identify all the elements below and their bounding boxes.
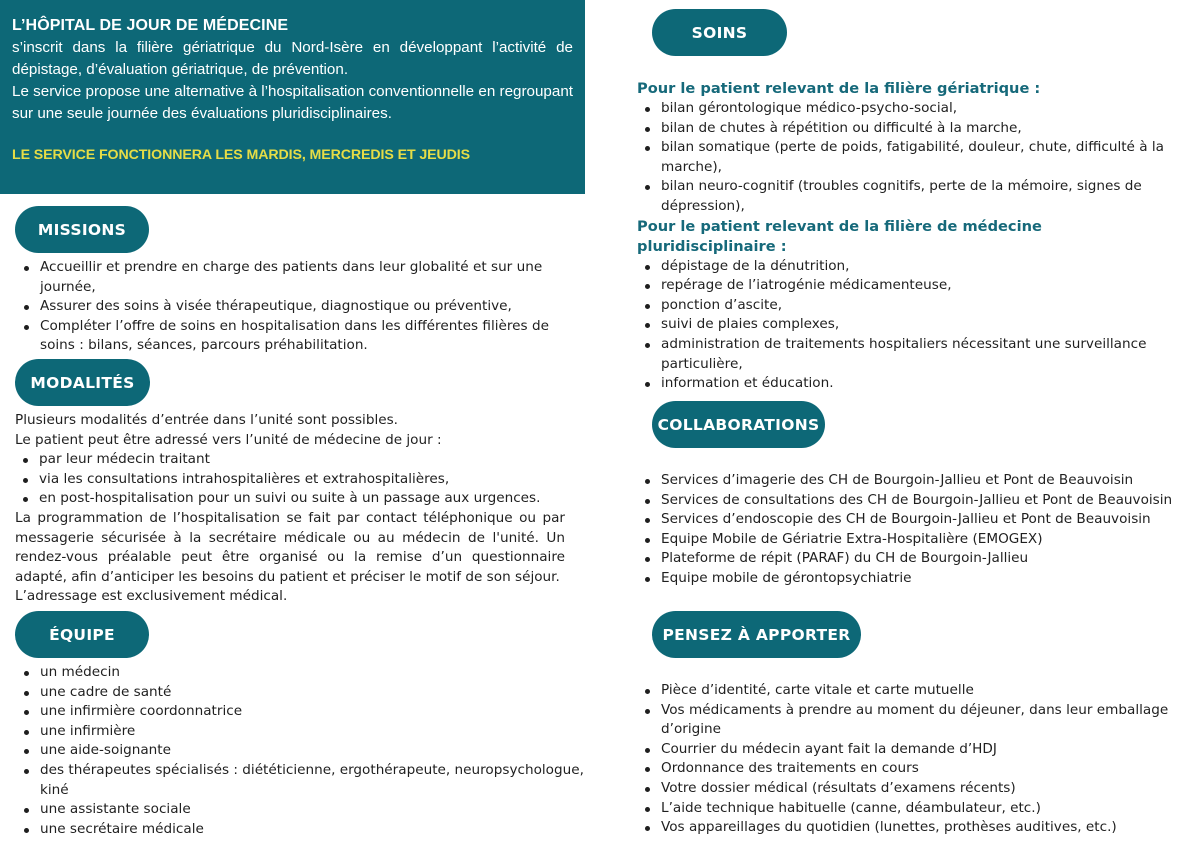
modalites-intro: Plusieurs modalités d’entrée dans l’unité sont possibles. bbox=[15, 412, 399, 428]
list-item: une cadre de santé bbox=[16, 683, 586, 703]
equipe-section bbox=[16, 663, 586, 839]
missions-list bbox=[16, 258, 561, 356]
modalites-intro: Le patient peut être adressé vers l’unité de médecine de jour : bbox=[15, 431, 442, 448]
list-item: Equipe mobile de gérontopsychiatrie bbox=[637, 569, 1197, 589]
section-label-collaborations bbox=[652, 401, 825, 448]
list-item: dépistage de la dénutrition, bbox=[637, 257, 1182, 277]
soins-section bbox=[637, 79, 1182, 394]
list-item: en post-hospitalisation pour un suivi ou suite à un passage aux urgences. bbox=[15, 489, 565, 509]
apporter-section bbox=[637, 681, 1182, 838]
list-item: une secrétaire médicale bbox=[16, 820, 586, 840]
list-item: Accueillir et prendre en charge des patients dans leur globalité et sur une journée, bbox=[16, 258, 561, 297]
modalites-section bbox=[15, 411, 565, 607]
section-label-text: SOINS bbox=[691, 23, 748, 42]
list-item: bilan somatique (perte de poids, fatigabilité, douleur, chute, difficulté à la marche), bbox=[637, 138, 1182, 177]
modalites-paragraph: La programmation de l’hospitalisation se fait par contact téléphonique ou par messagerie sécurisée à la secrétaire médicale ou au médecin de l'unité. Un rendez-vous préalable peut être organisé ou la remise d’un questionnaire adapté, afin d’anticiper les besoins du patient et préciser le motif de son séjour. bbox=[15, 509, 565, 585]
section-label-equipe bbox=[15, 611, 149, 658]
list-item: Compléter l’offre de soins en hospitalisation dans les différentes filières de soins : bilans, séances, parcours préhabilitation. bbox=[16, 317, 561, 356]
list-item: bilan neuro-cognitif (troubles cognitifs, perte de la mémoire, signes de dépression), bbox=[637, 177, 1182, 216]
equipe-list bbox=[16, 663, 586, 839]
list-item: Assurer des soins à visée thérapeutique, diagnostique ou préventive, bbox=[16, 297, 561, 317]
section-label-text: PENSEZ À APPORTER bbox=[662, 625, 851, 644]
soins-subheading-geriatrique: Pour le patient relevant de la filière gériatrique : bbox=[637, 80, 1041, 97]
section-label-pensez-a-apporter bbox=[652, 611, 861, 658]
intro-paragraph: s’inscrit dans la filière gériatrique du Nord-Isère en développant l’activité de dépistage, d’évaluation gériatrique, de prévention. bbox=[12, 39, 573, 78]
modalites-closing: L’adressage est exclusivement médical. bbox=[15, 588, 288, 605]
list-item: une aide-soignante bbox=[16, 741, 586, 761]
list-item: Equipe Mobile de Gériatrie Extra-Hospitalière (EMOGEX) bbox=[637, 530, 1197, 550]
list-item: bilan de chutes à répétition ou difficulté à la marche, bbox=[637, 119, 1182, 139]
list-item: des thérapeutes spécialisés : diététicienne, ergothérapeute, neuropsychologue, kiné bbox=[16, 761, 586, 800]
missions-section bbox=[16, 258, 561, 356]
list-item: via les consultations intrahospitalières et extrahospitalières, bbox=[15, 470, 565, 490]
list-item: Courrier du médecin ayant fait la demande d’HDJ bbox=[637, 740, 1182, 760]
section-label-text: MODALITÉS bbox=[30, 373, 135, 392]
soins-list-pluridisciplinaire bbox=[637, 257, 1182, 394]
section-label-text: COLLABORATIONS bbox=[657, 415, 820, 434]
collaborations-section bbox=[637, 471, 1197, 589]
section-label-missions bbox=[15, 206, 149, 253]
section-label-soins bbox=[652, 9, 787, 56]
list-item: Services d’endoscopie des CH de Bourgoin-Jallieu et Pont de Beauvoisin bbox=[637, 510, 1197, 530]
list-item: information et éducation. bbox=[637, 374, 1182, 394]
list-item: Votre dossier médical (résultats d’examens récents) bbox=[637, 779, 1182, 799]
list-item: une assistante sociale bbox=[16, 800, 586, 820]
list-item: Services d’imagerie des CH de Bourgoin-Jallieu et Pont de Beauvoisin bbox=[637, 471, 1197, 491]
list-item: ponction d’ascite, bbox=[637, 296, 1182, 316]
section-label-modalites bbox=[15, 359, 150, 406]
section-label-text: ÉQUIPE bbox=[49, 625, 115, 644]
apporter-list bbox=[637, 681, 1182, 838]
list-item: bilan gérontologique médico-psycho-social, bbox=[637, 99, 1182, 119]
list-item: Vos appareillages du quotidien (lunettes, prothèses auditives, etc.) bbox=[637, 818, 1182, 838]
list-item: Ordonnance des traitements en cours bbox=[637, 759, 1182, 779]
list-item: administration de traitements hospitaliers nécessitant une surveillance particulière, bbox=[637, 335, 1182, 374]
collaborations-list bbox=[637, 471, 1197, 589]
list-item: une infirmière bbox=[16, 722, 586, 742]
list-item: Services de consultations des CH de Bourgoin-Jallieu et Pont de Beauvoisin bbox=[637, 491, 1197, 511]
list-item: Plateforme de répit (PARAF) du CH de Bourgoin-Jallieu bbox=[637, 549, 1197, 569]
list-item: un médecin bbox=[16, 663, 586, 683]
list-item: suivi de plaies complexes, bbox=[637, 315, 1182, 335]
intro-banner bbox=[0, 0, 585, 194]
intro-paragraph: Le service propose une alternative à l’hospitalisation conventionnelle en regroupant sur une seule journée des évaluations pluridisciplinaires. bbox=[12, 83, 573, 122]
soins-subheading-pluridisciplinaire: Pour le patient relevant de la filière de médecine pluridisciplinaire : bbox=[637, 217, 1042, 255]
list-item: Vos médicaments à prendre au moment du déjeuner, dans leur emballage d’origine bbox=[637, 701, 1182, 740]
intro-text bbox=[12, 37, 573, 125]
list-item: repérage de l’iatrogénie médicamenteuse, bbox=[637, 276, 1182, 296]
page-title: L’HÔPITAL DE JOUR DE MÉDECINE bbox=[12, 17, 289, 34]
soins-list-geriatrique bbox=[637, 99, 1182, 217]
list-item: une infirmière coordonnatrice bbox=[16, 702, 586, 722]
list-item: Pièce d’identité, carte vitale et carte mutuelle bbox=[637, 681, 1182, 701]
schedule-highlight: LE SERVICE FONCTIONNERA LES MARDIS, MERCREDIS ET JEUDIS bbox=[12, 147, 471, 163]
list-item: par leur médecin traitant bbox=[15, 450, 565, 470]
list-item: L’aide technique habituelle (canne, déambulateur, etc.) bbox=[637, 799, 1182, 819]
modalites-list bbox=[15, 450, 565, 509]
section-label-text: MISSIONS bbox=[37, 220, 127, 239]
